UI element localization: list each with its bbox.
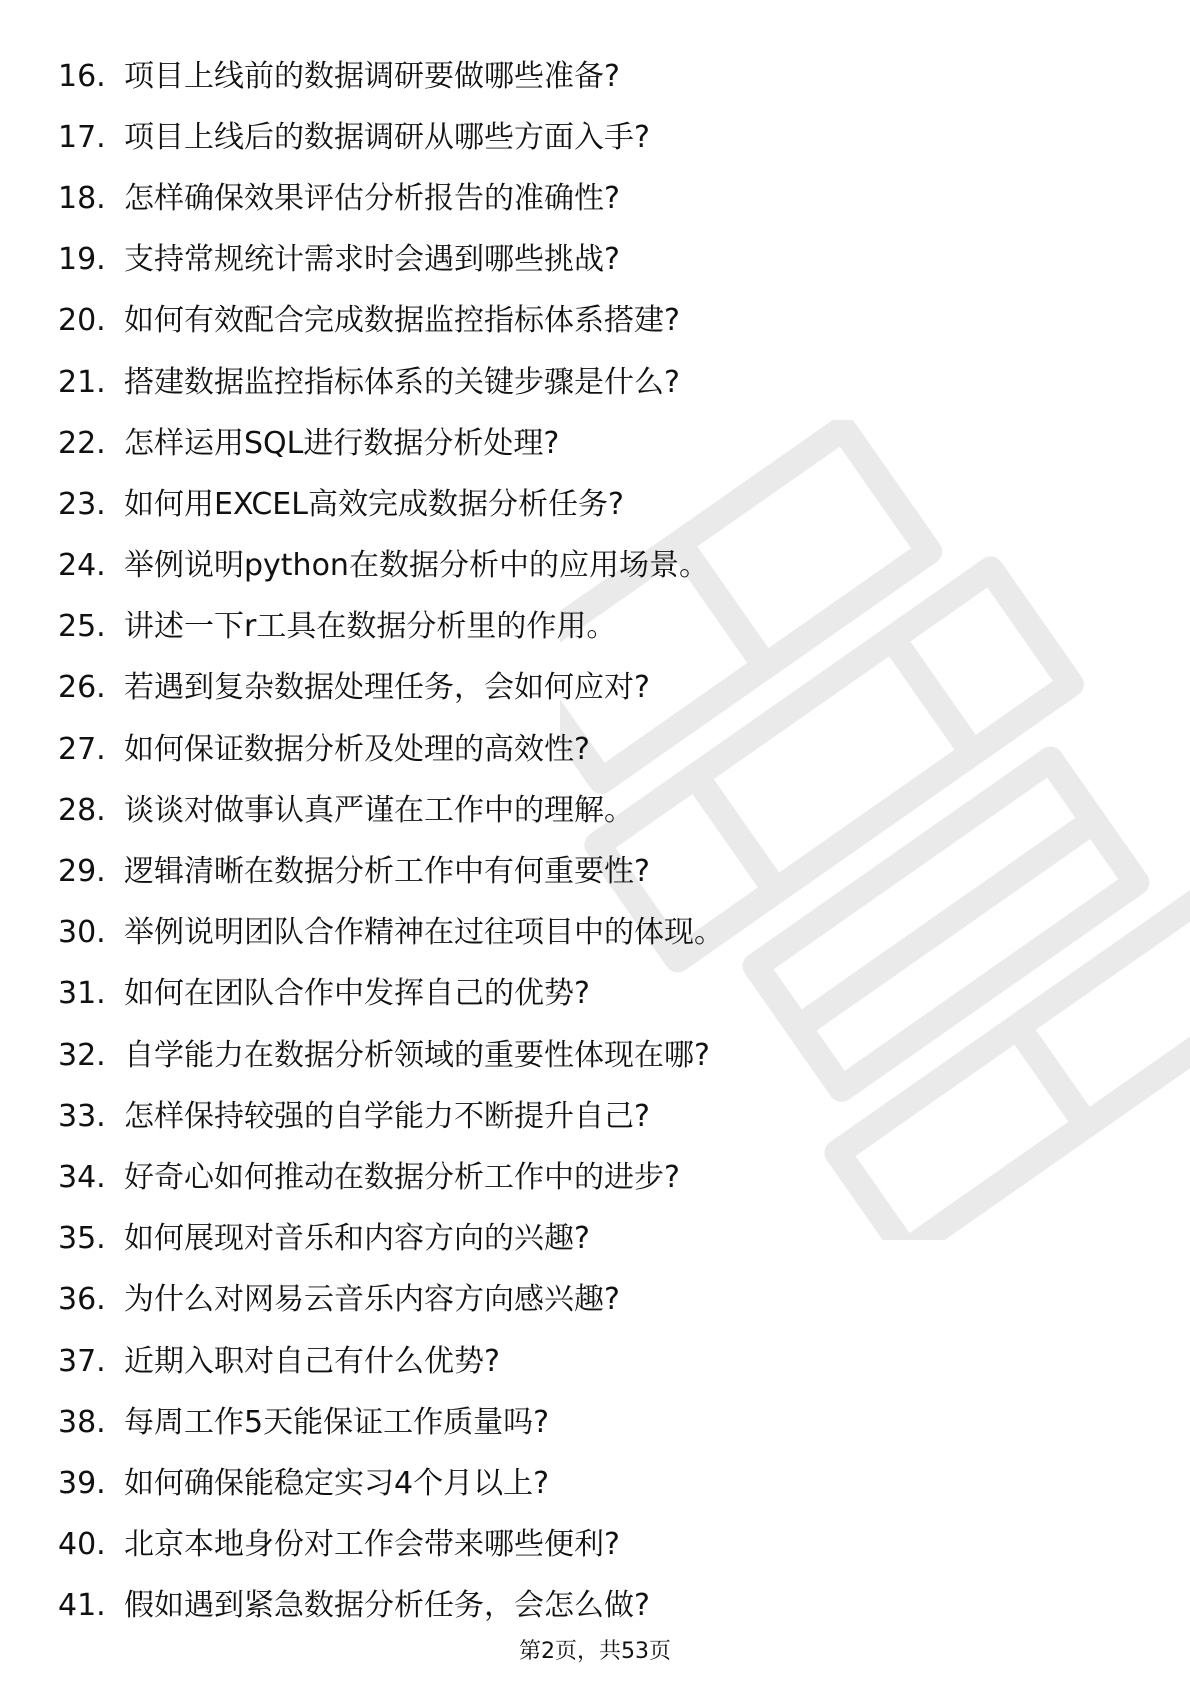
question-text: 支持常规统计需求时会遇到哪些挑战? xyxy=(124,242,620,278)
question-number: 33. xyxy=(58,1098,106,1134)
question-text: 项目上线后的数据调研从哪些方面入手? xyxy=(124,119,650,155)
question-number: 35. xyxy=(58,1221,106,1257)
question-text: 项目上线前的数据调研要做哪些准备? xyxy=(124,58,620,94)
question-number: 41. xyxy=(58,1588,106,1624)
question-number: 31. xyxy=(58,976,106,1012)
question-number: 32. xyxy=(58,1037,106,1073)
question-item xyxy=(58,107,1138,168)
question-text: 好奇心如何推动在数据分析工作中的进步? xyxy=(124,1159,680,1195)
question-number: 36. xyxy=(58,1282,106,1318)
question-item xyxy=(58,413,1138,474)
question-text: 如何在团队合作中发挥自己的优势? xyxy=(124,976,590,1012)
question-number: 19. xyxy=(58,242,106,278)
question-item xyxy=(58,658,1138,719)
question-item xyxy=(58,291,1138,352)
question-text: 举例说明团队合作精神在过往项目中的体现。 xyxy=(124,915,724,951)
question-text: 逻辑清晰在数据分析工作中有何重要性? xyxy=(124,854,650,890)
question-item xyxy=(58,1086,1138,1147)
question-number: 40. xyxy=(58,1527,106,1563)
question-item xyxy=(58,964,1138,1025)
question-number: 37. xyxy=(58,1343,106,1379)
question-number: 38. xyxy=(58,1404,106,1440)
question-item xyxy=(58,1025,1138,1086)
question-text: 假如遇到紧急数据分析任务，会怎么做? xyxy=(124,1588,650,1624)
question-item xyxy=(58,230,1138,291)
question-text: 如何有效配合完成数据监控指标体系搭建? xyxy=(124,303,680,339)
question-number: 27. xyxy=(58,731,106,767)
question-number: 28. xyxy=(58,792,106,828)
question-item xyxy=(58,168,1138,229)
question-text: 若遇到复杂数据处理任务，会如何应对? xyxy=(124,670,650,706)
question-text: 谈谈对做事认真严谨在工作中的理解。 xyxy=(124,792,634,828)
question-text: 为什么对网易云音乐内容方向感兴趣? xyxy=(124,1282,620,1318)
question-number: 23. xyxy=(58,486,106,522)
question-number: 20. xyxy=(58,303,106,339)
question-item xyxy=(58,474,1138,535)
question-number: 24. xyxy=(58,548,106,584)
question-item xyxy=(58,597,1138,658)
question-text: 怎样保持较强的自学能力不断提升自己? xyxy=(124,1098,650,1134)
question-item xyxy=(58,841,1138,902)
question-text: 搭建数据监控指标体系的关键步骤是什么? xyxy=(124,364,680,400)
question-text: 如何保证数据分析及处理的高效性? xyxy=(124,731,590,767)
page-footer: 第2页，共53页 xyxy=(519,1639,671,1664)
question-text: 如何确保能稳定实习4个月以上? xyxy=(124,1465,550,1501)
question-text: 近期入职对自己有什么优势? xyxy=(124,1343,500,1379)
question-text: 如何展现对音乐和内容方向的兴趣? xyxy=(124,1221,590,1257)
question-item xyxy=(58,1209,1138,1270)
question-item xyxy=(58,352,1138,413)
question-text: 怎样确保效果评估分析报告的准确性? xyxy=(124,180,620,216)
question-item xyxy=(58,1576,1138,1637)
question-number: 30. xyxy=(58,915,106,951)
question-item xyxy=(58,1270,1138,1331)
question-text: 如何用EXCEL高效完成数据分析任务? xyxy=(124,486,624,522)
question-text: 讲述一下r工具在数据分析里的作用。 xyxy=(124,609,617,645)
question-text: 举例说明python在数据分析中的应用场景。 xyxy=(124,548,709,584)
question-item xyxy=(58,1515,1138,1576)
question-number: 34. xyxy=(58,1159,106,1195)
question-item xyxy=(58,780,1138,841)
question-number: 29. xyxy=(58,854,106,890)
question-text: 北京本地身份对工作会带来哪些便利? xyxy=(124,1527,620,1563)
question-number: 18. xyxy=(58,180,106,216)
question-number: 25. xyxy=(58,609,106,645)
question-item xyxy=(58,536,1138,597)
question-item xyxy=(58,1331,1138,1392)
question-number: 22. xyxy=(58,425,106,461)
question-number: 39. xyxy=(58,1465,106,1501)
question-list xyxy=(58,46,1138,1637)
question-text: 每周工作5天能保证工作质量吗? xyxy=(124,1404,550,1440)
question-item xyxy=(58,1147,1138,1208)
question-item xyxy=(58,1392,1138,1453)
question-text: 怎样运用SQL进行数据分析处理? xyxy=(124,425,560,461)
question-item xyxy=(58,1453,1138,1514)
question-item xyxy=(58,719,1138,780)
question-item xyxy=(58,903,1138,964)
question-item xyxy=(58,46,1138,107)
question-text: 自学能力在数据分析领域的重要性体现在哪? xyxy=(124,1037,710,1073)
question-number: 16. xyxy=(58,58,106,94)
question-number: 26. xyxy=(58,670,106,706)
question-number: 17. xyxy=(58,119,106,155)
question-number: 21. xyxy=(58,364,106,400)
